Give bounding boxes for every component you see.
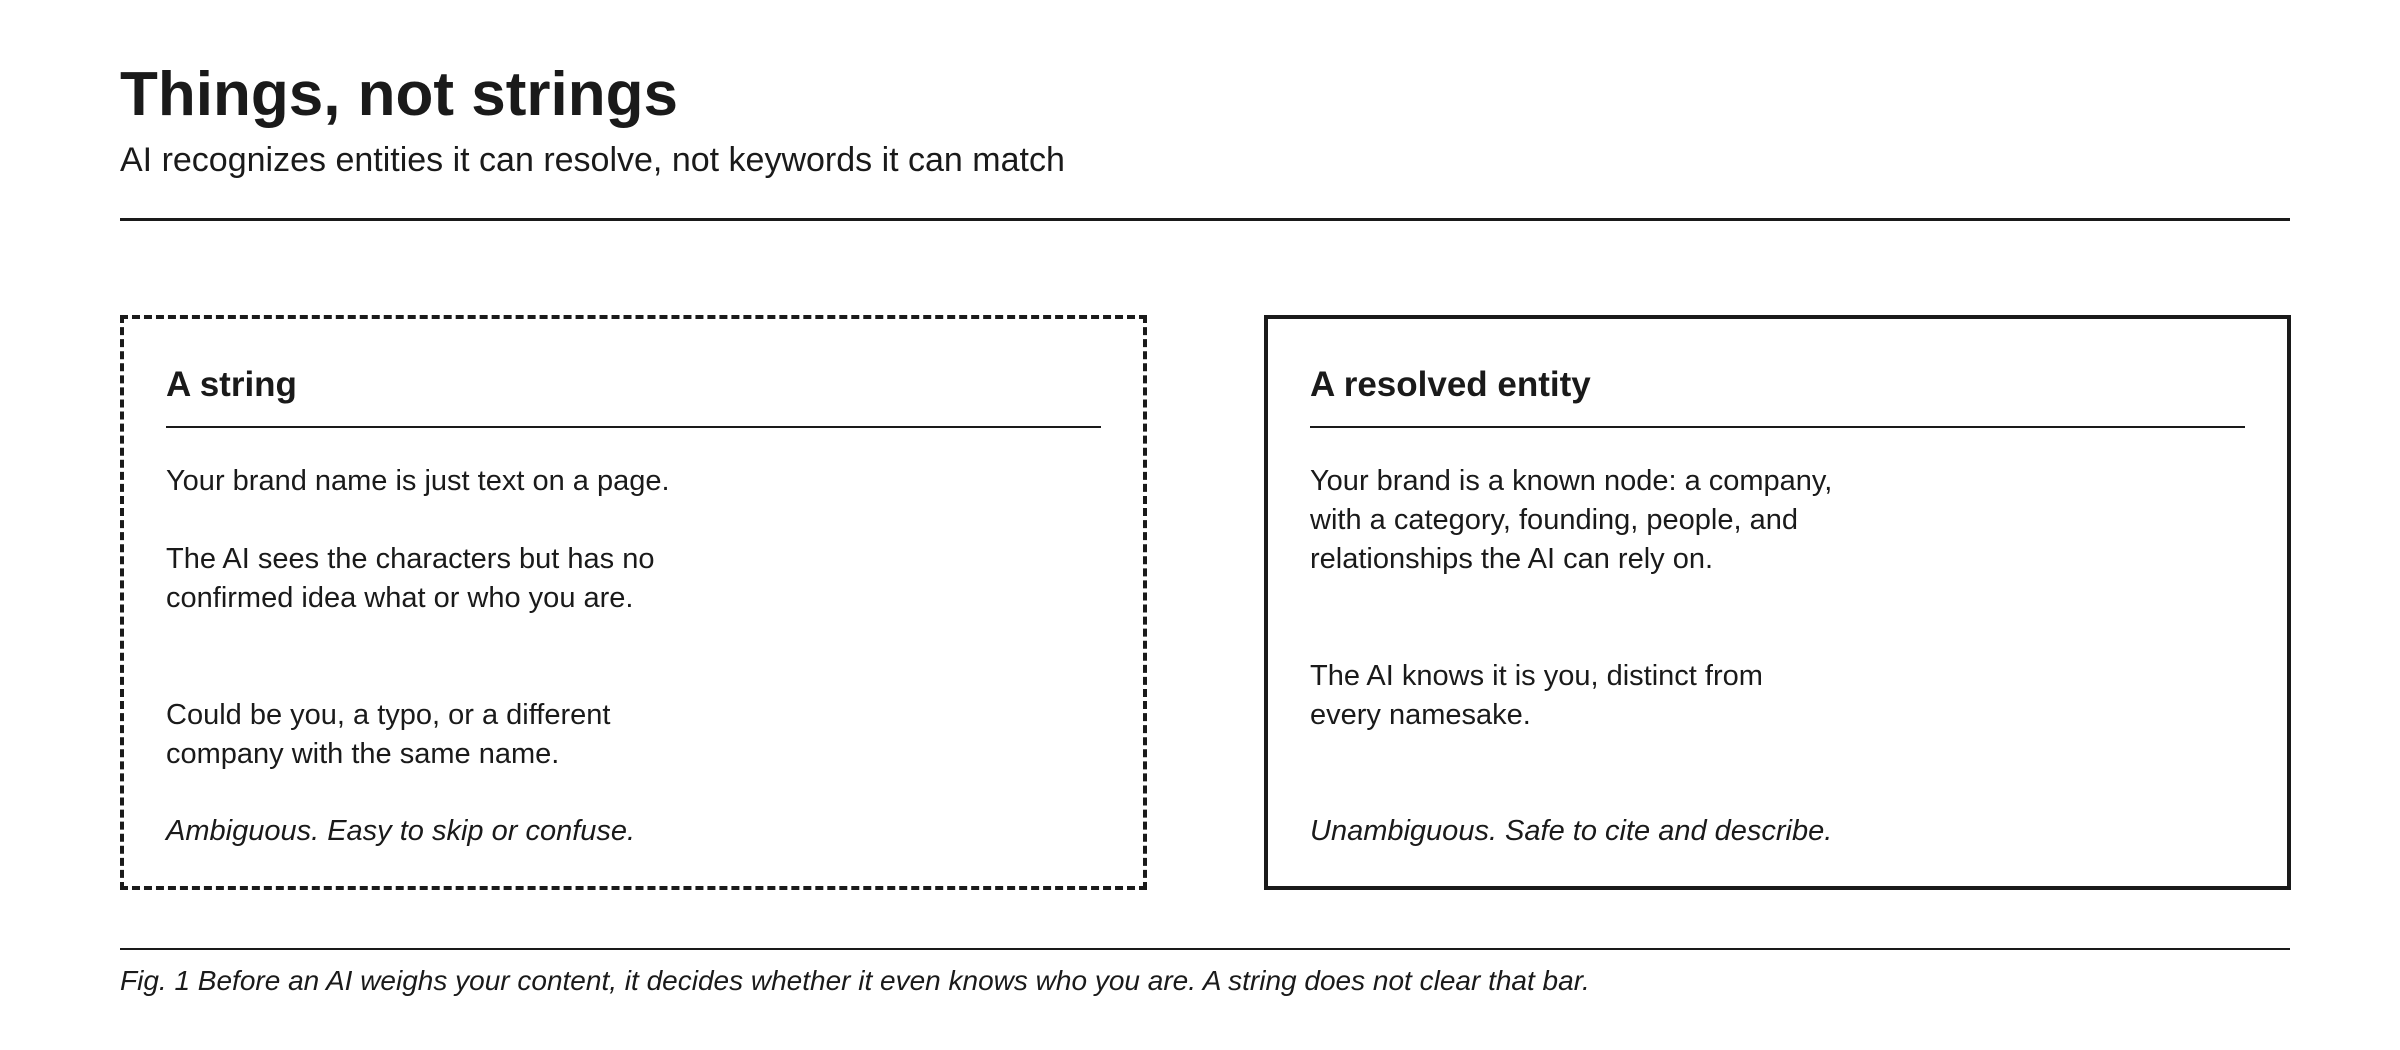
entity-panel [1264, 315, 2291, 890]
page-title: Things, not strings [120, 60, 678, 129]
string-panel-divider [166, 426, 1101, 428]
entity-panel-note: Unambiguous. Safe to cite and describe. [1310, 815, 1833, 847]
page-subtitle: AI recognizes entities it can resolve, not keywords it can match [120, 141, 1065, 179]
figure-caption: Fig. 1 Before an AI weighs your content, it decides whether it even knows who you are. A string does not clear that bar. [120, 965, 1590, 996]
string-panel-text-3: Could be you, a typo, or a different company with the same name. [166, 699, 611, 770]
string-panel [120, 315, 1147, 890]
entity-panel-text-2: The AI knows it is you, distinct from every namesake. [1310, 660, 1763, 731]
string-panel-text-2: The AI sees the characters but has no confirmed idea what or who you are. [166, 543, 655, 614]
entity-panel-title: A resolved entity [1310, 365, 1591, 404]
string-panel-text-1: Your brand name is just text on a page. [166, 465, 670, 497]
string-panel-title: A string [166, 365, 297, 404]
string-panel-note: Ambiguous. Easy to skip or confuse. [166, 815, 636, 847]
caption-divider [120, 948, 2290, 950]
header-divider [120, 218, 2290, 221]
entity-panel-text-1: Your brand is a known node: a company, with a category, founding, people, and relationships the AI can rely on. [1310, 465, 1833, 575]
entity-panel-divider [1310, 426, 2245, 428]
